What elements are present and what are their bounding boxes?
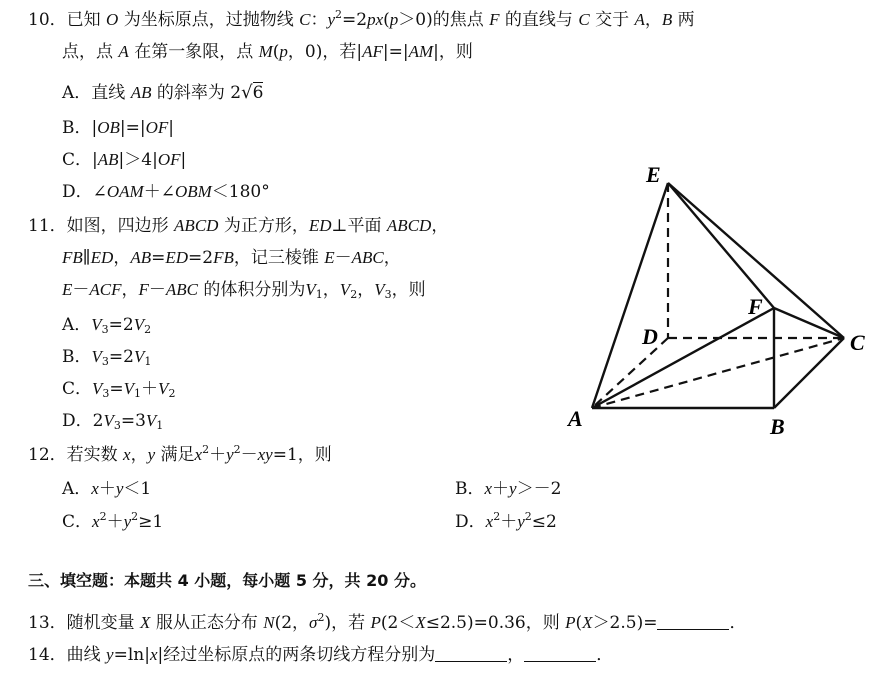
q11-option-a: A．$V_3=2V_2$ (62, 315, 152, 336)
q10-option-b: B．|OB|=|OF| (62, 118, 175, 138)
label-b: B (770, 414, 785, 439)
q10-line1: 10．已知 O 为坐标原点，过抛物线 C：$y^2=2px(p>0)$的焦点 F 的直线与 C 交于 A，B 两 (28, 8, 695, 30)
q11-line1: 11．如图，四边形 ABCD 为正方形，ED⊥平面 ABCD， (28, 216, 449, 236)
q12-option-a: A．x＋y＜1 (62, 479, 152, 499)
q12-line1: 12．若实数 x，y 满足$x^2+y^2-xy=1$，则 (28, 443, 332, 465)
label-c: C (850, 330, 865, 355)
label-d: D (642, 324, 658, 349)
edge-af (592, 308, 774, 408)
q11-line3: E－ACF，F－ABC 的体积分别为$V_1$，$V_2$，$V_3$，则 (62, 280, 426, 301)
q14-text: 14．曲线 y=ln|x|经过坐标原点的两条切线方程分别为 ， ． (28, 645, 614, 665)
q11-option-c: C．$V_3=V_1+V_2$ (62, 379, 176, 400)
q14-answer-blank-1[interactable] (435, 643, 507, 662)
q14-answer-blank-2[interactable] (524, 643, 596, 662)
section3-heading: 三、填空题：本题共 4 小题，每小题 5 分，共 20 分。 (28, 571, 426, 590)
q12-option-d: D．$x^2+y^2\le 2$ (455, 510, 557, 532)
edge-fc (774, 308, 844, 338)
q13-answer-blank[interactable] (657, 611, 729, 630)
label-a: A (568, 406, 583, 431)
q11-line2: FB∥ED，AB=ED=2FB，记三棱锥 E－ABC， (62, 248, 401, 268)
label-e: E (646, 162, 661, 187)
pyramid-figure (560, 150, 870, 440)
q12-option-c: C．$x^2+y^2\ge 1$ (62, 510, 164, 532)
q10-option-d: D．∠OAM＋∠OBM＜180° (62, 182, 270, 202)
q10-option-a: A．直线 AB 的斜率为 2√6 (62, 82, 264, 103)
q10-option-c: C．|AB|＞4|OF| (62, 150, 187, 170)
q11-option-b: B．$V_3=2V_1$ (62, 347, 152, 368)
q12-option-b: B．x＋y＞－2 (455, 479, 562, 499)
q10-line2: 点，点 A 在第一象限，点 M(p，0)，若|AF|=|AM|，则 (62, 42, 473, 62)
label-f: F (748, 294, 763, 319)
q13-text: 13．随机变量 X 服从正态分布 N(2，$\sigma^2$)，若 P(2＜X≤2.5)=0.36，则 P(X＞2.5)= ． (28, 611, 747, 633)
q11-option-d: D．$2V_3=3V_1$ (62, 411, 164, 432)
edge-ef (668, 183, 774, 308)
